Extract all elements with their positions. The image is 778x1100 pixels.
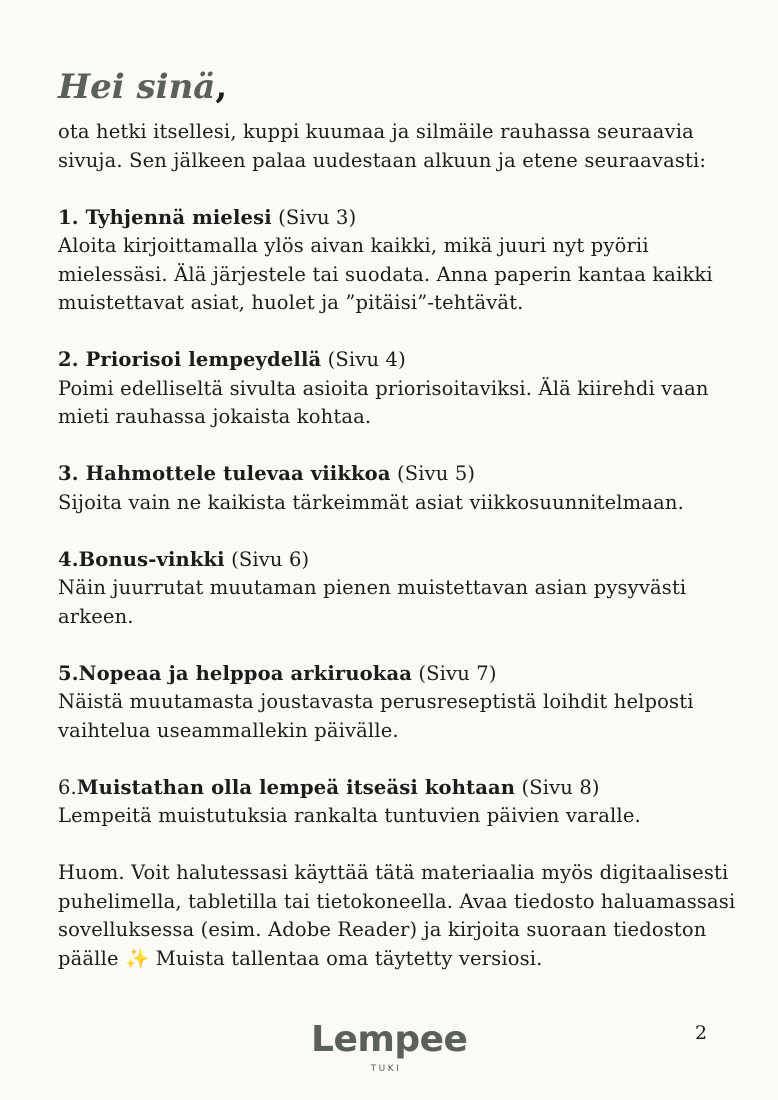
section-body: Sijoita vain ne kaikista tärkeimmät asiat viikkosuunnitelmaan. [58, 490, 684, 514]
section-body: Näistä muutamasta joustavasta perusreseptistä loihdit helposti vaihtelua useammallekin päivälle. [58, 690, 694, 742]
section-page-ref: (Sivu 5) [390, 462, 476, 485]
section-page-ref: (Sivu 4) [321, 348, 406, 371]
section-number: 5. [58, 661, 79, 685]
section-title [58, 546, 748, 575]
page-footer [0, 1018, 778, 1088]
section-heading: Bonus-vinkki [78, 547, 225, 571]
section-number: 4. [58, 547, 79, 571]
section-heading: Hahmottele tulevaa viikkoa [85, 462, 391, 485]
section-page-ref: (Sivu 8) [515, 775, 600, 799]
section-title [58, 346, 748, 375]
page-content [58, 60, 748, 973]
logo-wordmark: Lempee [311, 1019, 468, 1060]
sparkle-icon: ✨ [125, 946, 150, 970]
note-text: Huom. Voit halutessasi käyttää tätä materiaalia myös digitaalisesti puhelimella, tabletilla tai tietokoneella. Avaa tiedosto haluamassasi sovelluksessa (esim. Adobe Reader) ja kirjoita suoraan tiedoston päälle [58, 861, 736, 970]
logo-subtitle: TUKI [370, 1064, 402, 1074]
section-body: Näin juurrutat muutaman pienen muistettavan asian pysyvästi arkeen. [58, 576, 687, 628]
section-6 [58, 774, 748, 831]
section-heading: Nopeaa ja helppoa arkiruokaa [78, 661, 413, 685]
section-title [58, 774, 748, 803]
section-body: Poimi edelliseltä sivulta asioita priorisoitaviksi. Älä kiirehdi vaan mieti rauhassa jokaista kohtaa. [58, 376, 709, 428]
section-heading: Muistathan olla lempeä itseäsi kohtaan [76, 775, 516, 799]
section-4 [58, 546, 748, 632]
section-heading: Priorisoi lempeydellä [85, 348, 322, 371]
section-number: 1. [58, 205, 86, 229]
greeting-heading [58, 60, 748, 114]
section-number: 3. [58, 462, 86, 485]
section-title [58, 204, 748, 233]
section-body: Lempeitä muistutuksia rankalta tuntuvien päivien varalle. [58, 804, 641, 827]
section-title [58, 660, 748, 689]
section-body: Aloita kirjoittamalla ylös aivan kaikki, mikä juuri nyt pyörii mielessäsi. Älä järjestele tai suodata. Anna paperin kantaa kaikki muistettavat asiat, huolet ja ”pitäisi”-tehtävät. [58, 234, 713, 314]
page-number: 2 [695, 1022, 708, 1044]
note-paragraph [58, 859, 748, 973]
section-2 [58, 346, 748, 432]
section-3 [58, 460, 748, 517]
section-5 [58, 660, 748, 746]
note-text-end: Muista tallentaa oma täytetty versiosi. [149, 946, 543, 970]
section-heading: Tyhjennä mielesi [85, 205, 272, 229]
section-number: 2. [58, 348, 86, 371]
section-page-ref: (Sivu 7) [412, 661, 497, 685]
section-page-ref: (Sivu 6) [224, 547, 310, 571]
intro-paragraph: ota hetki itsellesi, kuppi kuumaa ja silmäile rauhassa seuraavia sivuja. Sen jälkeen palaa uudestaan alkuun ja etene seuraavasti: [58, 120, 707, 172]
section-1 [58, 204, 748, 318]
section-page-ref: (Sivu 3) [271, 205, 357, 229]
lempee-logo [311, 1018, 468, 1074]
section-title [58, 460, 748, 489]
greeting-name: Hei sinä [58, 67, 216, 107]
greeting-comma: , [215, 67, 228, 107]
section-number: 6. [58, 775, 77, 799]
